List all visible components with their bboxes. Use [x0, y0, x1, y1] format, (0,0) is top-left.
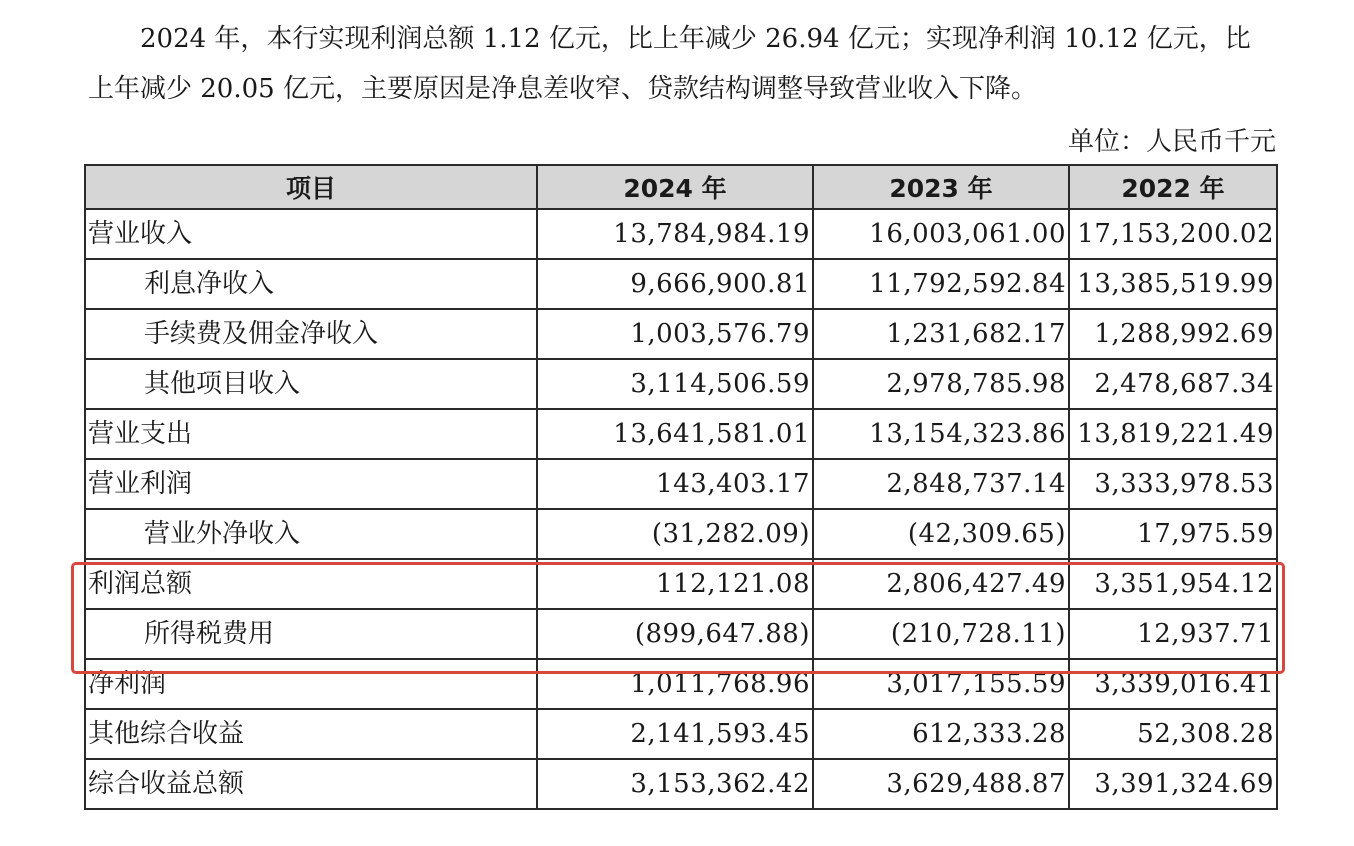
cell-2022: 1,288,992.69 [1069, 309, 1277, 359]
cell-2022: 13,819,221.49 [1069, 409, 1277, 459]
cell-2023: 2,848,737.14 [813, 459, 1069, 509]
row-label: 净利润 [85, 659, 537, 709]
header-2024: 2024 年 [537, 165, 813, 209]
row-label: 所得税费用 [85, 609, 537, 659]
income-statement-table [84, 164, 1278, 810]
row-label: 利息净收入 [85, 259, 537, 309]
cell-2023: (210,728.11) [813, 609, 1069, 659]
cell-2023: 13,154,323.86 [813, 409, 1069, 459]
cell-2024: 3,114,506.59 [537, 359, 813, 409]
summary-line-1: 2024 年，本行实现利润总额 1.12 亿元，比上年减少 26.94 亿元；实现净利润 10.12 亿元，比 [140, 24, 1251, 54]
cell-2022: 3,391,324.69 [1069, 759, 1277, 809]
row-label: 手续费及佣金净收入 [85, 309, 537, 359]
cell-2024: 2,141,593.45 [537, 709, 813, 759]
cell-2023: 3,017,155.59 [813, 659, 1069, 709]
row-label: 营业利润 [85, 459, 537, 509]
header-item: 项目 [85, 165, 537, 209]
cell-2022: 3,351,954.12 [1069, 559, 1277, 609]
cell-2024: 9,666,900.81 [537, 259, 813, 309]
row-label: 其他综合收益 [85, 709, 537, 759]
summary-line-2: 上年减少 20.05 亿元，主要原因是净息差收窄、贷款结构调整导致营业收入下降。 [88, 74, 1037, 104]
row-label: 利润总额 [85, 559, 537, 609]
row-label: 营业支出 [85, 409, 537, 459]
row-label: 营业外净收入 [85, 509, 537, 559]
table-header-row [85, 165, 1277, 209]
header-2022: 2022 年 [1069, 165, 1277, 209]
table-row [85, 609, 1277, 659]
cell-2024: (31,282.09) [537, 509, 813, 559]
cell-2023: 1,231,682.17 [813, 309, 1069, 359]
cell-2022: 3,333,978.53 [1069, 459, 1277, 509]
table-row [85, 309, 1277, 359]
cell-2022: 52,308.28 [1069, 709, 1277, 759]
table-row [85, 209, 1277, 259]
cell-2023: 2,978,785.98 [813, 359, 1069, 409]
table-row [85, 259, 1277, 309]
summary-paragraph [88, 14, 1278, 114]
unit-label: 单位：人民币千元 [1067, 127, 1276, 157]
cell-2023: (42,309.65) [813, 509, 1069, 559]
cell-2024: 13,641,581.01 [537, 409, 813, 459]
cell-2023: 3,629,488.87 [813, 759, 1069, 809]
cell-2023: 612,333.28 [813, 709, 1069, 759]
header-2023: 2023 年 [813, 165, 1069, 209]
cell-2024: 1,011,768.96 [537, 659, 813, 709]
table-row [85, 559, 1277, 609]
table-row [85, 359, 1277, 409]
cell-2024: 3,153,362.42 [537, 759, 813, 809]
table-row [85, 709, 1277, 759]
table-row [85, 759, 1277, 809]
table-row [85, 509, 1277, 559]
cell-2022: 3,339,016.41 [1069, 659, 1277, 709]
cell-2023: 2,806,427.49 [813, 559, 1069, 609]
cell-2024: (899,647.88) [537, 609, 813, 659]
cell-2024: 1,003,576.79 [537, 309, 813, 359]
cell-2022: 2,478,687.34 [1069, 359, 1277, 409]
row-label: 营业收入 [85, 209, 537, 259]
table-row [85, 459, 1277, 509]
row-label: 综合收益总额 [85, 759, 537, 809]
cell-2024: 112,121.08 [537, 559, 813, 609]
cell-2023: 16,003,061.00 [813, 209, 1069, 259]
cell-2024: 143,403.17 [537, 459, 813, 509]
cell-2022: 12,937.71 [1069, 609, 1277, 659]
table-row [85, 659, 1277, 709]
cell-2024: 13,784,984.19 [537, 209, 813, 259]
table-row [85, 409, 1277, 459]
cell-2022: 13,385,519.99 [1069, 259, 1277, 309]
cell-2022: 17,975.59 [1069, 509, 1277, 559]
cell-2023: 11,792,592.84 [813, 259, 1069, 309]
cell-2022: 17,153,200.02 [1069, 209, 1277, 259]
row-label: 其他项目收入 [85, 359, 537, 409]
